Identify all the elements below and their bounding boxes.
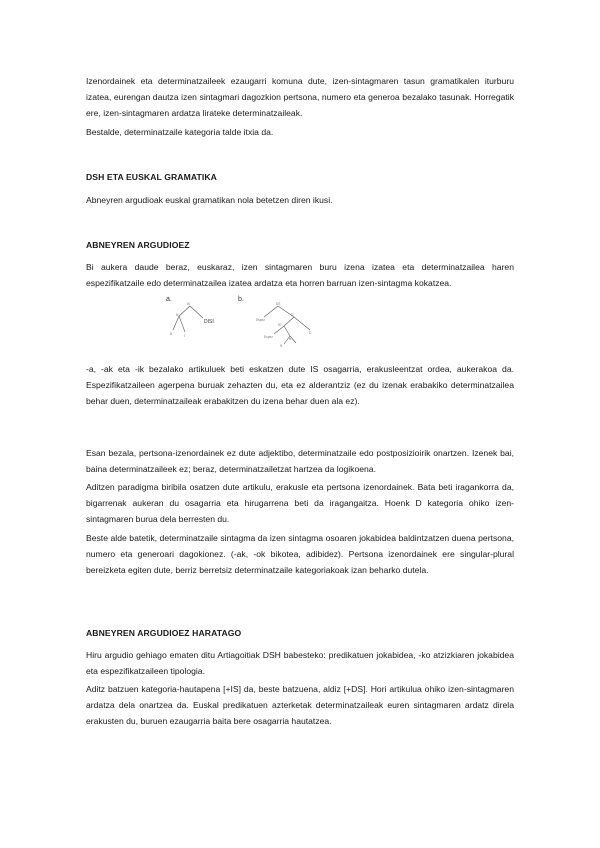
tree-a-label: a. — [166, 296, 172, 303]
svg-text:DS: DS — [276, 302, 281, 306]
syntax-trees-svg — [160, 292, 330, 348]
syntax-trees-figure — [160, 292, 330, 348]
tree-b-label: b. — [238, 296, 244, 303]
svg-text:I: I — [184, 334, 185, 338]
paragraph-pronouns: Esan bezala, pertsona-izenordainek ez dute adjektibo, determinatzaile edo postposizioirik onartzen. Izenek bai, baina determinatzaileek ez; beraz, determinatzailetzat hartzea da logikoena. — [86, 448, 514, 475]
heading-dsh-euskal-gramatika: DSH ETA EUSKAL GRAMATIKA — [86, 172, 217, 182]
svg-text:D: D — [309, 331, 312, 335]
heading-abneyren-argudioez-haratago: ABNEYREN ARGUDIOEZ HARATAGO — [86, 628, 242, 638]
svg-text:IS: IS — [187, 302, 191, 306]
paragraph-category-selection: Aditz batzuen kategoria-hautapena [+IS] da, beste batzuena, aldiz [+DS]. Hori artikulua ohiko izen-sintagmaren ardatza dela onartzea da. Euskal predikatuen azterketak determinatzaileak euren sintagmaren ardatz direla erakusten du, buruen ezaugarria baita bere osagarria hautatzea. — [86, 684, 514, 727]
paragraph-articles: -a, -ak eta -ik bezalako artikuluek beti eskatzen dute IS osagarria, erakusleentzat ordea, aukerakoa da. Espezifikatzaileen agerpena buruak zehazten du, eta ez alderantziz (ez du izenak erabakiko determinatzailea behar duen, determinatzaileak erabakitzen du izena behar duen ala ez). — [86, 364, 514, 407]
tree-a-leaf-label: DISI — [204, 319, 214, 325]
paragraph-closed-category: Bestalde, determinatzaile kategoria talde itxia da. — [86, 127, 274, 137]
heading-abneyren-argudioez: ABNEYREN ARGUDIOEZ — [86, 240, 190, 250]
paragraph-determiner-phrase: Beste alde batetik, determinatzaile sintagma da izen sintagma osoaren jokabidea baldintzatzen duena pertsona, numero eta generoari dagokionez. (-ak, -ok bikotea, adibidez). Pertsona izenordainek ere singular-plural bereizketa egiten dute, berriz berretsiz determinatzaile kategoriakoak izan beharko dutela. — [86, 533, 514, 576]
svg-text:D': D' — [291, 313, 294, 317]
paragraph-intro: Izenordainek eta determinatzaileek ezaugarri komuna dute, izen-sintagmaren tasun gramatikalen iturburu izatea, eurengan dautza izen sintagmari dagozkion pertsona, numero eta generoa bezalako tasunak. Horregatik ere, izen-sintagmaren ardatza lirateke determinatzaileak. — [86, 76, 514, 119]
svg-text:IS: IS — [278, 323, 282, 327]
svg-text:N: N — [280, 344, 283, 348]
svg-text:Espez: Espez — [264, 335, 273, 339]
paragraph-two-options: Bi aukera daude beraz, euskaraz, izen sintagmaren buru izena izatea eta determinatzailea haren espezifikatzaile edo determinatzailea izatea ardatza eta horren barruan izen-sintagma kokatzea. — [86, 262, 514, 289]
svg-text:Espez: Espez — [256, 318, 265, 322]
paragraph-three-arguments: Hiru argudio gehiago ematen ditu Artiagoitiak DSH babesteko: predikatuen jokabidea, -ko atzizkiaren jokabidea eta espezifikatzaileen tipologia. — [86, 650, 514, 677]
svg-text:N': N' — [176, 313, 179, 317]
paragraph-paradigm: Aditzen paradigma biribila osatzen dute artikulu, erakusle eta pertsona izenordainek. Bata beti iragankorra da, bigarrenak aukeran du osagarria eta hirugarrena beti da iragangaitza. Hoenk D kategoria ohiko izen-sintagmaren burua dela berresten du. — [86, 482, 514, 525]
tree-a — [173, 306, 203, 332]
svg-text:N': N' — [289, 337, 292, 341]
svg-text:N: N — [170, 332, 173, 336]
paragraph-abney-intro: Abneyren argudioak euskal gramatikan nola betetzen diren ikusi. — [86, 195, 333, 205]
